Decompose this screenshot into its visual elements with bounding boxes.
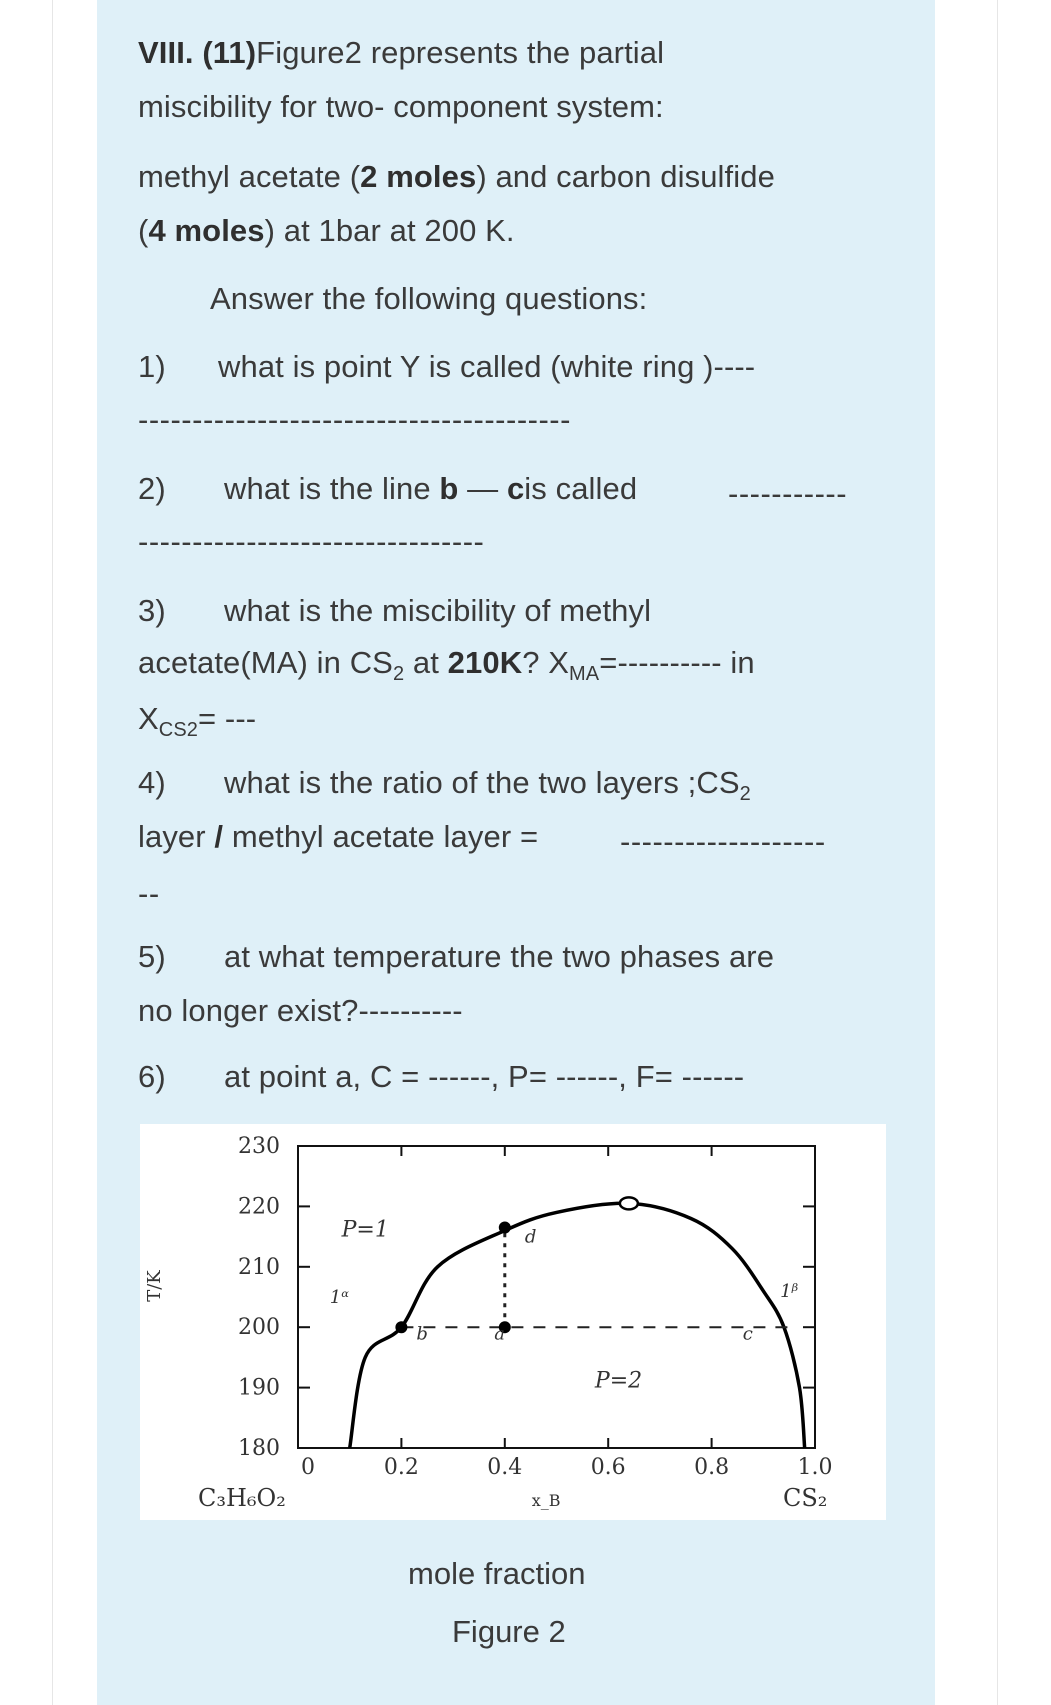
q5-number: 5) xyxy=(138,939,166,974)
q2-answer-dash: ----------- xyxy=(728,476,848,511)
annotation: d xyxy=(524,1226,537,1248)
left-component-label: C₃H₆O₂ xyxy=(198,1484,286,1512)
question-1 xyxy=(138,340,755,394)
y-tick-label: 230 xyxy=(238,1134,280,1159)
q3-line-3: $X_{CS2}=$ --- xyxy=(138,701,257,742)
q2-answer-blank: -------------------------------- xyxy=(138,524,485,559)
q4-answer-blank: -- xyxy=(138,876,160,911)
system-line-2: (4 moles) at 1bar at 200 K. xyxy=(138,213,515,248)
figure-2-chart xyxy=(140,1124,886,1520)
annotation: c xyxy=(742,1323,753,1345)
y-axis-label: T/K xyxy=(144,1270,165,1302)
y-tick-label: 190 xyxy=(238,1375,280,1401)
q3-number: 3) xyxy=(138,593,166,628)
annotation: P=1 xyxy=(341,1217,389,1243)
cs2-moles: 4 moles xyxy=(148,213,265,248)
instruction-text: Answer the following questions: xyxy=(210,281,648,316)
x-tick-label: 0.4 xyxy=(487,1455,523,1480)
y-tick-label: 180 xyxy=(238,1436,280,1461)
y-tick-label: 200 xyxy=(238,1315,280,1341)
x-tick-label: 0.2 xyxy=(383,1455,419,1480)
phase-points xyxy=(395,1197,637,1333)
axis-tick-labels xyxy=(238,1134,833,1480)
figure-caption: Figure 2 xyxy=(452,1614,566,1649)
annotation: a xyxy=(494,1323,505,1345)
q1-number: 1) xyxy=(138,349,166,384)
intro-line-1: Figure2 represents the partial xyxy=(256,35,665,70)
y-tick-label: 220 xyxy=(238,1194,280,1220)
axis-ticks xyxy=(298,1146,815,1448)
q4-answer-dash: ------------------- xyxy=(620,824,826,859)
annotation: P=2 xyxy=(594,1368,643,1394)
q2-number: 2) xyxy=(138,471,166,506)
annotation: 1ᵅ xyxy=(329,1287,349,1309)
q5-line-2: no longer exist?---------- xyxy=(138,993,463,1028)
x-tick-label: 1.0 xyxy=(797,1455,833,1480)
q4-line-2: layer / methyl acetate layer = xyxy=(138,819,539,854)
x-axis-label: x_B xyxy=(531,1491,561,1510)
annotation: 1ᵝ xyxy=(780,1281,799,1302)
point-d xyxy=(499,1222,511,1234)
q1-text: what is point Y is called (white ring )---- xyxy=(218,349,756,384)
plot-frame xyxy=(298,1146,815,1448)
question-2: 2) what is the line b — cis called xyxy=(138,462,637,516)
page-edge-right xyxy=(997,0,998,1705)
x-tick-label: 0.8 xyxy=(694,1455,730,1480)
phase-diagram-svg xyxy=(140,1124,886,1520)
question-number: VIII. (11) xyxy=(138,35,257,70)
page-edge-left xyxy=(52,0,53,1705)
intro-line-2: miscibility for two- component system: xyxy=(138,89,664,124)
point-y-critical xyxy=(620,1197,638,1209)
question-5: 5) at what temperature the two phases are xyxy=(138,930,774,984)
q1-answer-blank: ---------------------------------------- xyxy=(138,402,571,437)
system-line-1: methyl acetate (2 moles) and carbon disulfide xyxy=(138,159,775,194)
question-heading-line xyxy=(138,26,664,80)
x-tick-label: 0 xyxy=(301,1455,315,1480)
right-component-label: CS₂ xyxy=(783,1484,828,1512)
point-b xyxy=(395,1321,407,1333)
methyl-acetate-moles: 2 moles xyxy=(360,159,477,194)
y-tick-label: 210 xyxy=(238,1254,280,1280)
q6-number: 6) xyxy=(138,1059,166,1094)
question-4: 4) what is the ratio of the two layers $;CS_2$ xyxy=(138,756,751,821)
annotation: b xyxy=(416,1323,428,1345)
question-3: 3) what is the miscibility of methyl xyxy=(138,584,651,638)
axis-caption: mole fraction xyxy=(408,1556,586,1591)
question-6: 6) at point a, C = ------, P= ------, F= ------ xyxy=(138,1050,744,1104)
q3-line-2: acetate(MA) in $CS_2$ at 210K? $X_{MA}=----------$ in xyxy=(138,645,755,686)
x-tick-label: 0.6 xyxy=(590,1455,626,1480)
q4-number: 4) xyxy=(138,765,166,800)
